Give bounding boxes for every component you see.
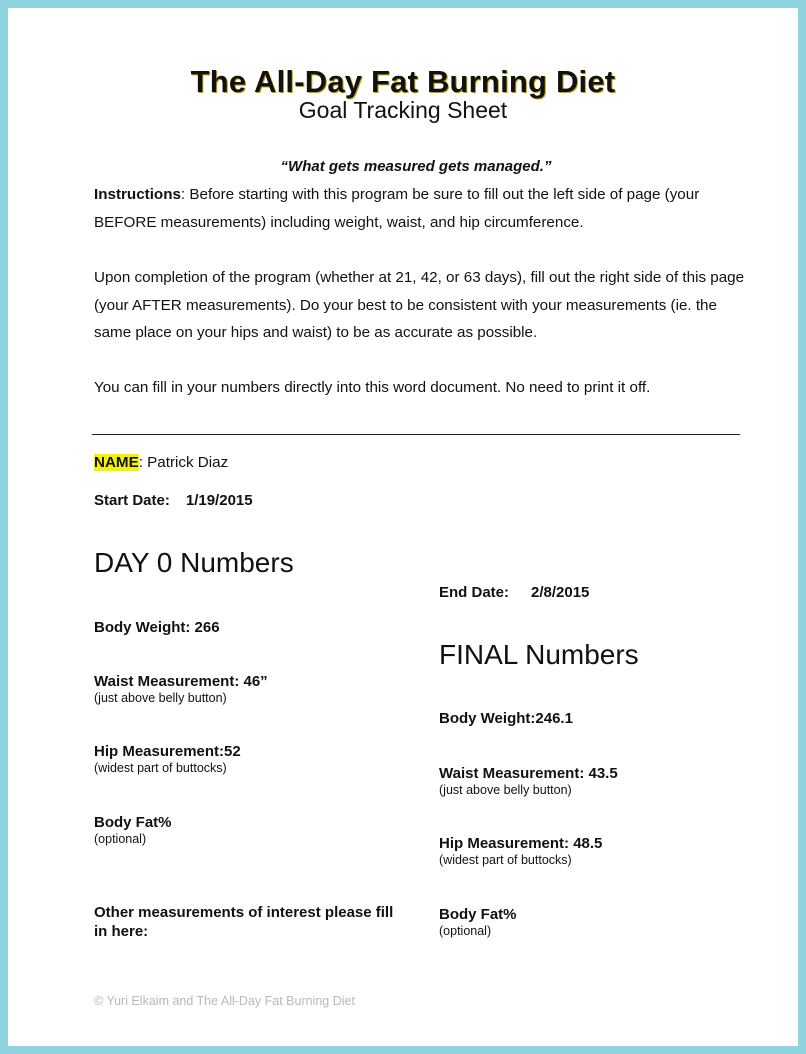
name-label: NAME	[94, 454, 139, 471]
document-page	[8, 8, 798, 1046]
instructions-paragraph	[94, 181, 754, 236]
copyright-footer: © Yuri Elkaim and The All-Day Fat Burning Diet	[94, 994, 355, 1008]
section-divider	[92, 434, 740, 435]
instructions-text: : Before starting with this program be sure to fill out the left side of page (your BEFORE measurements) including weight, waist, and hip circumference.	[94, 186, 700, 231]
day0-other-measurements[interactable]: Other measurements of interest please fill in here:	[94, 904, 394, 940]
start-date-value: 1/19/2015	[185, 492, 253, 509]
day0-body-fat[interactable]	[94, 814, 172, 846]
name-value: : Patrick Diaz	[138, 454, 229, 471]
day0-hip-label: Hip Measurement:52	[94, 743, 241, 760]
day0-fat-label: Body Fat%	[94, 814, 172, 831]
day0-waist-note: (just above belly button)	[94, 691, 227, 705]
day0-hip-measurement[interactable]	[94, 743, 241, 775]
instructions-label: Instructions	[94, 186, 181, 203]
fill-in-paragraph: You can fill in your numbers directly into this word document. No need to print it off.	[94, 379, 651, 396]
end-date-value: 2/8/2015	[531, 584, 590, 601]
final-hip-label: Hip Measurement: 48.5	[439, 835, 603, 852]
end-date-field[interactable]	[439, 584, 589, 601]
start-date-field[interactable]	[94, 492, 253, 509]
final-body-weight[interactable]: Body Weight:246.1	[439, 710, 573, 727]
day0-hip-note: (widest part of buttocks)	[94, 761, 227, 775]
day0-body-weight[interactable]: Body Weight: 266	[94, 619, 220, 636]
final-hip-note: (widest part of buttocks)	[439, 853, 572, 867]
name-field[interactable]	[94, 454, 228, 471]
final-heading: FINAL Numbers	[439, 639, 639, 670]
day0-waist-label: Waist Measurement: 46”	[94, 673, 268, 690]
start-date-label: Start Date:	[94, 492, 170, 509]
document-subtitle: Goal Tracking Sheet	[298, 97, 508, 123]
final-waist-measurement[interactable]	[439, 765, 618, 797]
day0-fat-note: (optional)	[94, 832, 147, 846]
document-title: The All-Day Fat Burning Diet	[190, 64, 616, 99]
day0-heading: DAY 0 Numbers	[94, 547, 294, 578]
final-waist-label: Waist Measurement: 43.5	[439, 765, 618, 782]
final-body-fat[interactable]	[439, 906, 517, 938]
final-waist-note: (just above belly button)	[439, 783, 572, 797]
day0-waist-measurement[interactable]	[94, 673, 268, 705]
completion-paragraph: Upon completion of the program (whether at 21, 42, or 63 days), fill out the right side of this page (your AFTER measurements). Do your best to be consistent with your measurements (ie. the same place on your hips and waist) to be as accurate as possible.	[94, 269, 745, 341]
end-date-label: End Date:	[439, 584, 510, 601]
final-fat-label: Body Fat%	[439, 906, 517, 923]
final-fat-note: (optional)	[439, 924, 492, 938]
motto-quote: “What gets measured gets managed.”	[280, 158, 552, 175]
final-hip-measurement[interactable]	[439, 835, 602, 867]
